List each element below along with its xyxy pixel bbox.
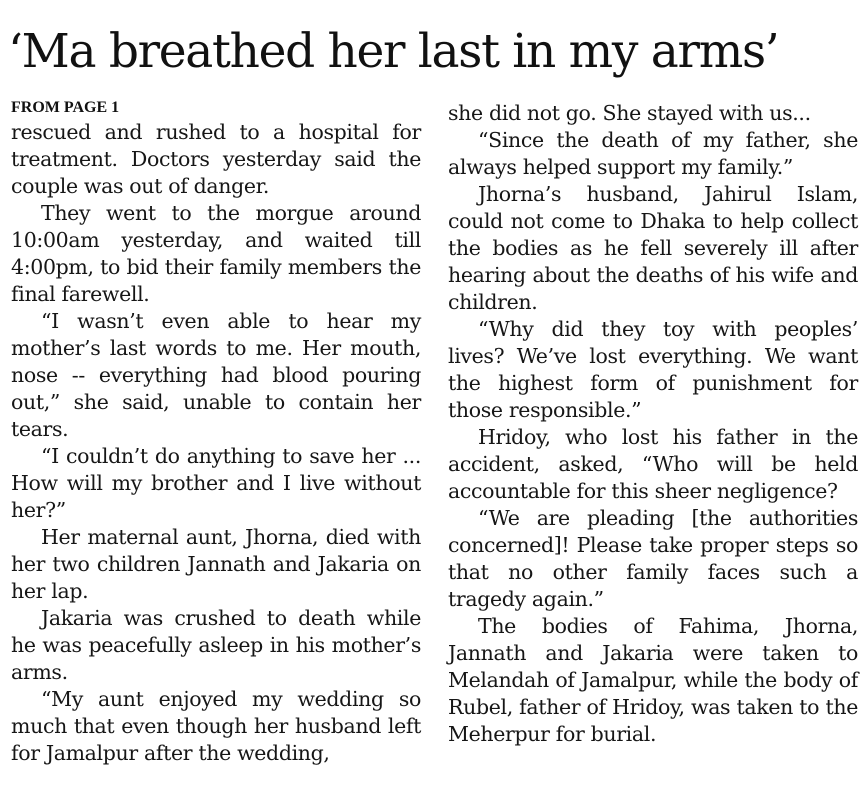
paragraph: “Since the death of my father, she always helped support my family.” <box>448 128 858 179</box>
paragraph: Jhorna’s husband, Jahirul Islam, could not come to Dhaka to help collect the bodies as he fell severely ill after hearing about the deaths of his wife and children. <box>448 182 858 314</box>
paragraph: “I couldn’t do anything to save her ... How will my brother and I live without her?” <box>11 444 421 522</box>
continuation-kicker: FROM PAGE 1 <box>11 99 120 116</box>
paragraph: “We are pleading [the authorities concerned]! Please take proper steps so that no other family faces such a tragedy again.” <box>448 506 858 611</box>
headline: ‘Ma breathed her last in my arms’ <box>8 24 779 79</box>
article-column-left <box>11 100 421 767</box>
paragraph: “I wasn’t even able to hear my mother’s last words to me. Her mouth, nose -- everything had blood pouring out,” she said, unable to contain her tears. <box>11 309 421 441</box>
paragraph: “Why did they toy with peoples’ lives? We’ve lost everything. We want the highest form of punishment for those responsible.” <box>448 317 858 422</box>
paragraph: she did not go. She stayed with us... <box>448 101 811 125</box>
article-column-right <box>448 100 858 748</box>
paragraph: “My aunt enjoyed my wedding so much that even though her husband left for Jamalpur after the wedding, <box>11 687 421 765</box>
paragraph: Jakaria was crushed to death while he was peacefully asleep in his mother’s arms. <box>11 606 421 684</box>
paragraph: rescued and rushed to a hospital for treatment. Doctors yesterday said the couple was out of danger. <box>11 120 421 198</box>
paragraph: The bodies of Fahima, Jhorna, Jannath and Jakaria were taken to Melandah of Jamalpur, while the body of Rubel, father of Hridoy, was taken to the Meherpur for burial. <box>448 614 858 746</box>
paragraph: Her maternal aunt, Jhorna, died with her two children Jannath and Jakaria on her lap. <box>11 525 421 603</box>
paragraph: Hridoy, who lost his father in the accident, asked, “Who will be held accountable for this sheer negligence? <box>448 425 858 503</box>
paragraph: They went to the morgue around 10:00am yesterday, and waited till 4:00pm, to bid their family members the final farewell. <box>11 201 421 306</box>
